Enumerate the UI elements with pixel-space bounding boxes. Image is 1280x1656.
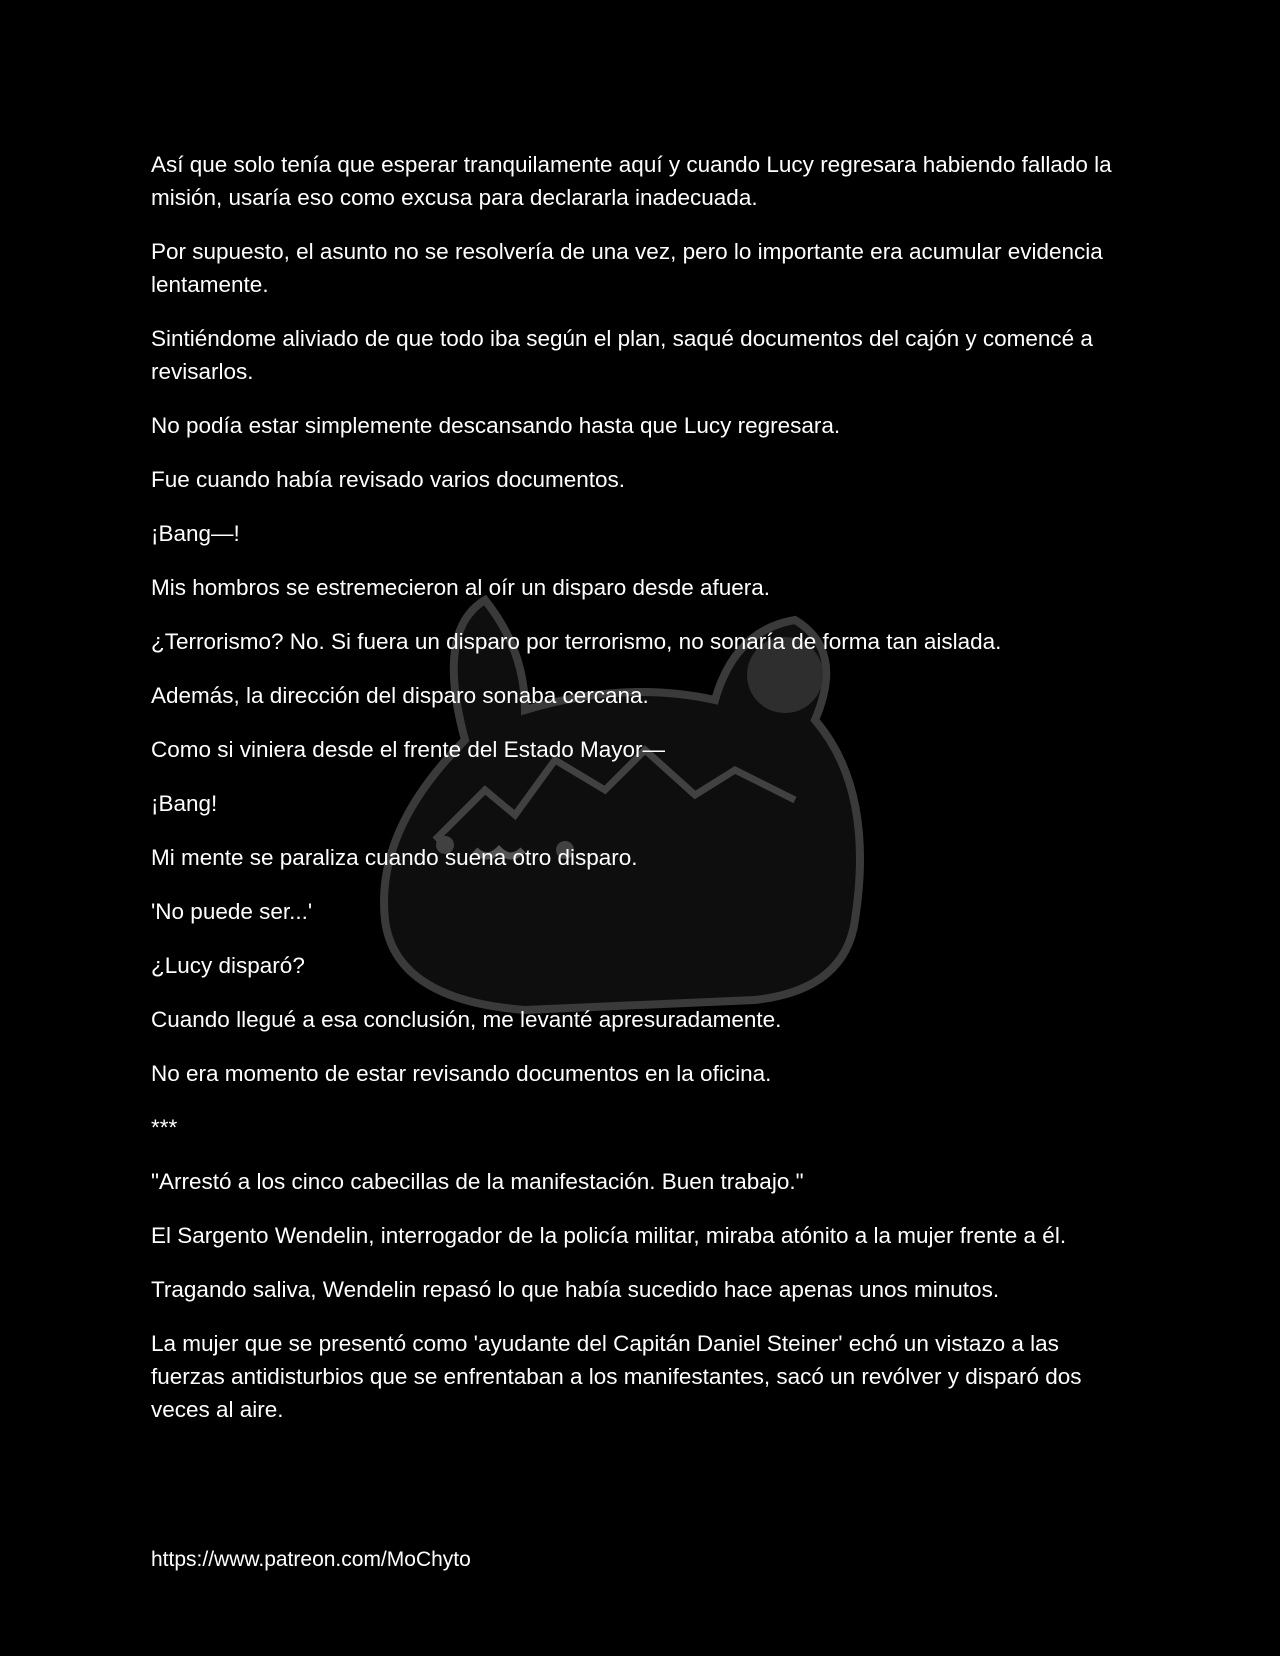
- document-body: [151, 148, 1136, 1447]
- paragraph: 'No puede ser...': [151, 899, 313, 924]
- paragraph: Como si viniera desde el frente del Estado Mayor—: [151, 737, 665, 762]
- paragraph: Además, la dirección del disparo sonaba cercana.: [151, 683, 649, 708]
- scene-break: ***: [151, 1115, 178, 1140]
- paragraph: ¿Lucy disparó?: [151, 953, 305, 978]
- paragraph: Tragando saliva, Wendelin repasó lo que había sucedido hace apenas unos minutos.: [151, 1277, 1000, 1302]
- patreon-link[interactable]: https://www.patreon.com/MoChyto: [151, 1548, 471, 1571]
- paragraph: No podía estar simplemente descansando hasta que Lucy regresara.: [151, 413, 841, 438]
- paragraph: Sintiéndome aliviado de que todo iba según el plan, saqué documentos del cajón y comencé a revisarlos.: [151, 326, 1093, 384]
- paragraph: ¡Bang—!: [151, 521, 240, 546]
- paragraph: La mujer que se presentó como 'ayudante del Capitán Daniel Steiner' echó un vistazo a las fuerzas antidisturbios que se enfrentaban a los manifestantes, sacó un revólver y disparó dos veces al aire.: [151, 1331, 1082, 1422]
- paragraph: Fue cuando había revisado varios documentos.: [151, 467, 626, 492]
- paragraph: No era momento de estar revisando documentos en la oficina.: [151, 1061, 772, 1086]
- paragraph: ¡Bang!: [151, 791, 218, 816]
- paragraph: Cuando llegué a esa conclusión, me levanté apresuradamente.: [151, 1007, 782, 1032]
- paragraph: ¿Terrorismo? No. Si fuera un disparo por terrorismo, no sonaría de forma tan aislada.: [151, 629, 1002, 654]
- paragraph: Así que solo tenía que esperar tranquilamente aquí y cuando Lucy regresara habiendo fallado la misión, usaría eso como excusa para declararla inadecuada.: [151, 152, 1112, 210]
- paragraph: El Sargento Wendelin, interrogador de la policía militar, miraba atónito a la mujer frente a él.: [151, 1223, 1067, 1248]
- paragraph: Por supuesto, el asunto no se resolvería de una vez, pero lo importante era acumular evidencia lentamente.: [151, 239, 1103, 297]
- paragraph: Mis hombros se estremecieron al oír un disparo desde afuera.: [151, 575, 771, 600]
- paragraph: "Arrestó a los cinco cabecillas de la manifestación. Buen trabajo.": [151, 1169, 804, 1194]
- paragraph: Mi mente se paraliza cuando suena otro disparo.: [151, 845, 638, 870]
